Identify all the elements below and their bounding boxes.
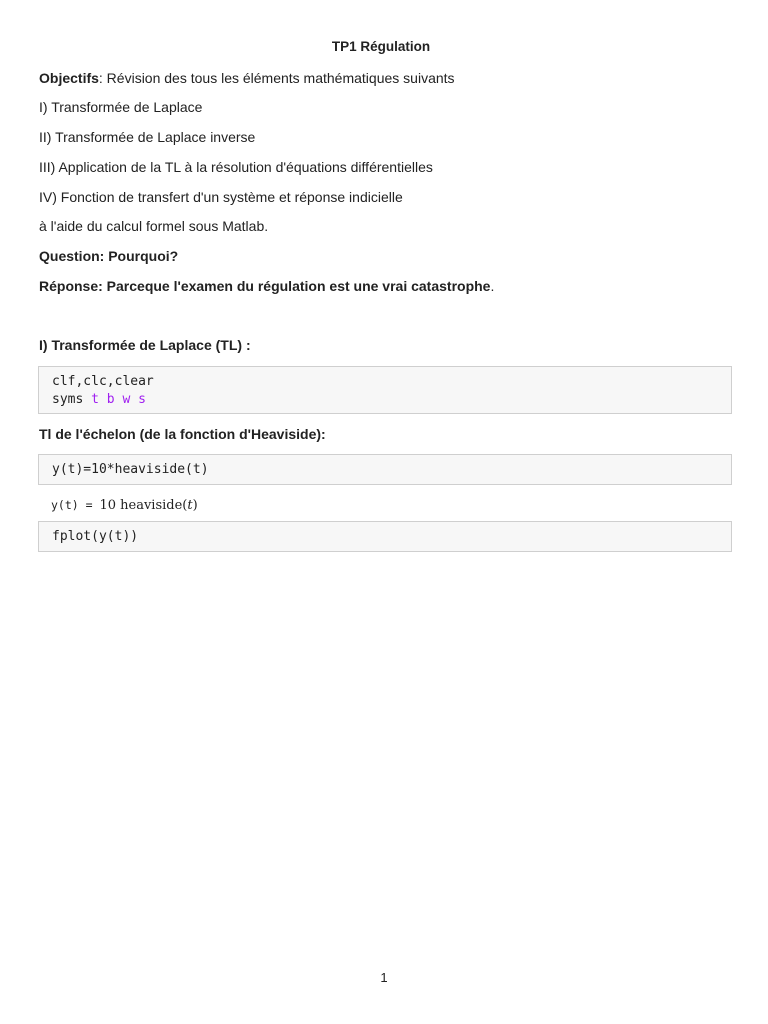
code-block-fplot[interactable] <box>38 521 732 552</box>
output-expression <box>99 498 197 513</box>
answer-text: Réponse: Parceque l'examen du régulation est une vrai catastrophe <box>39 278 491 294</box>
page-title: TP1 Régulation <box>331 39 431 54</box>
syms-variables: t b w s <box>91 392 146 407</box>
syms-keyword: syms <box>52 392 92 407</box>
page-number: 1 <box>380 970 388 985</box>
objectives-text: : Révision des tous les éléments mathématiques suivants <box>98 70 455 86</box>
objectives-line <box>39 70 455 86</box>
section-heading-laplace: I) Transformée de Laplace (TL) : <box>39 337 251 353</box>
objective-item-2: II) Transformée de Laplace inverse <box>39 129 256 145</box>
symbolic-output <box>51 496 198 513</box>
code-line-syms <box>52 391 718 409</box>
output-variable: y(t) = <box>51 498 100 512</box>
question-line: Question: Pourquoi? <box>39 248 179 264</box>
code-block-heaviside[interactable] <box>38 454 732 485</box>
objectives-label: Objectifs <box>39 70 99 86</box>
output-expr-suffix: ) <box>192 498 198 513</box>
document-page <box>38 0 734 1024</box>
method-line: à l'aide du calcul formel sous Matlab. <box>39 218 269 234</box>
answer-period: . <box>490 278 495 294</box>
code-block-init[interactable] <box>38 366 732 414</box>
objective-item-1: I) Transformée de Laplace <box>39 99 203 115</box>
output-expr-prefix: 10 heaviside( <box>99 498 188 513</box>
answer-line <box>39 278 494 294</box>
output-expr-arg: t <box>187 498 193 513</box>
objective-item-4: IV) Fonction de transfert d'un système et réponse indicielle <box>39 189 403 205</box>
code-line-heaviside: y(t)=10*heaviside(t) <box>52 462 209 477</box>
subsection-heading-heaviside: Tl de l'échelon (de la fonction d'Heaviside): <box>39 426 326 442</box>
code-line-fplot: fplot(y(t)) <box>52 529 139 544</box>
objective-item-3: III) Application de la TL à la résolution d'équations différentielles <box>39 159 433 175</box>
code-line-clear: clf,clc,clear <box>52 374 154 389</box>
